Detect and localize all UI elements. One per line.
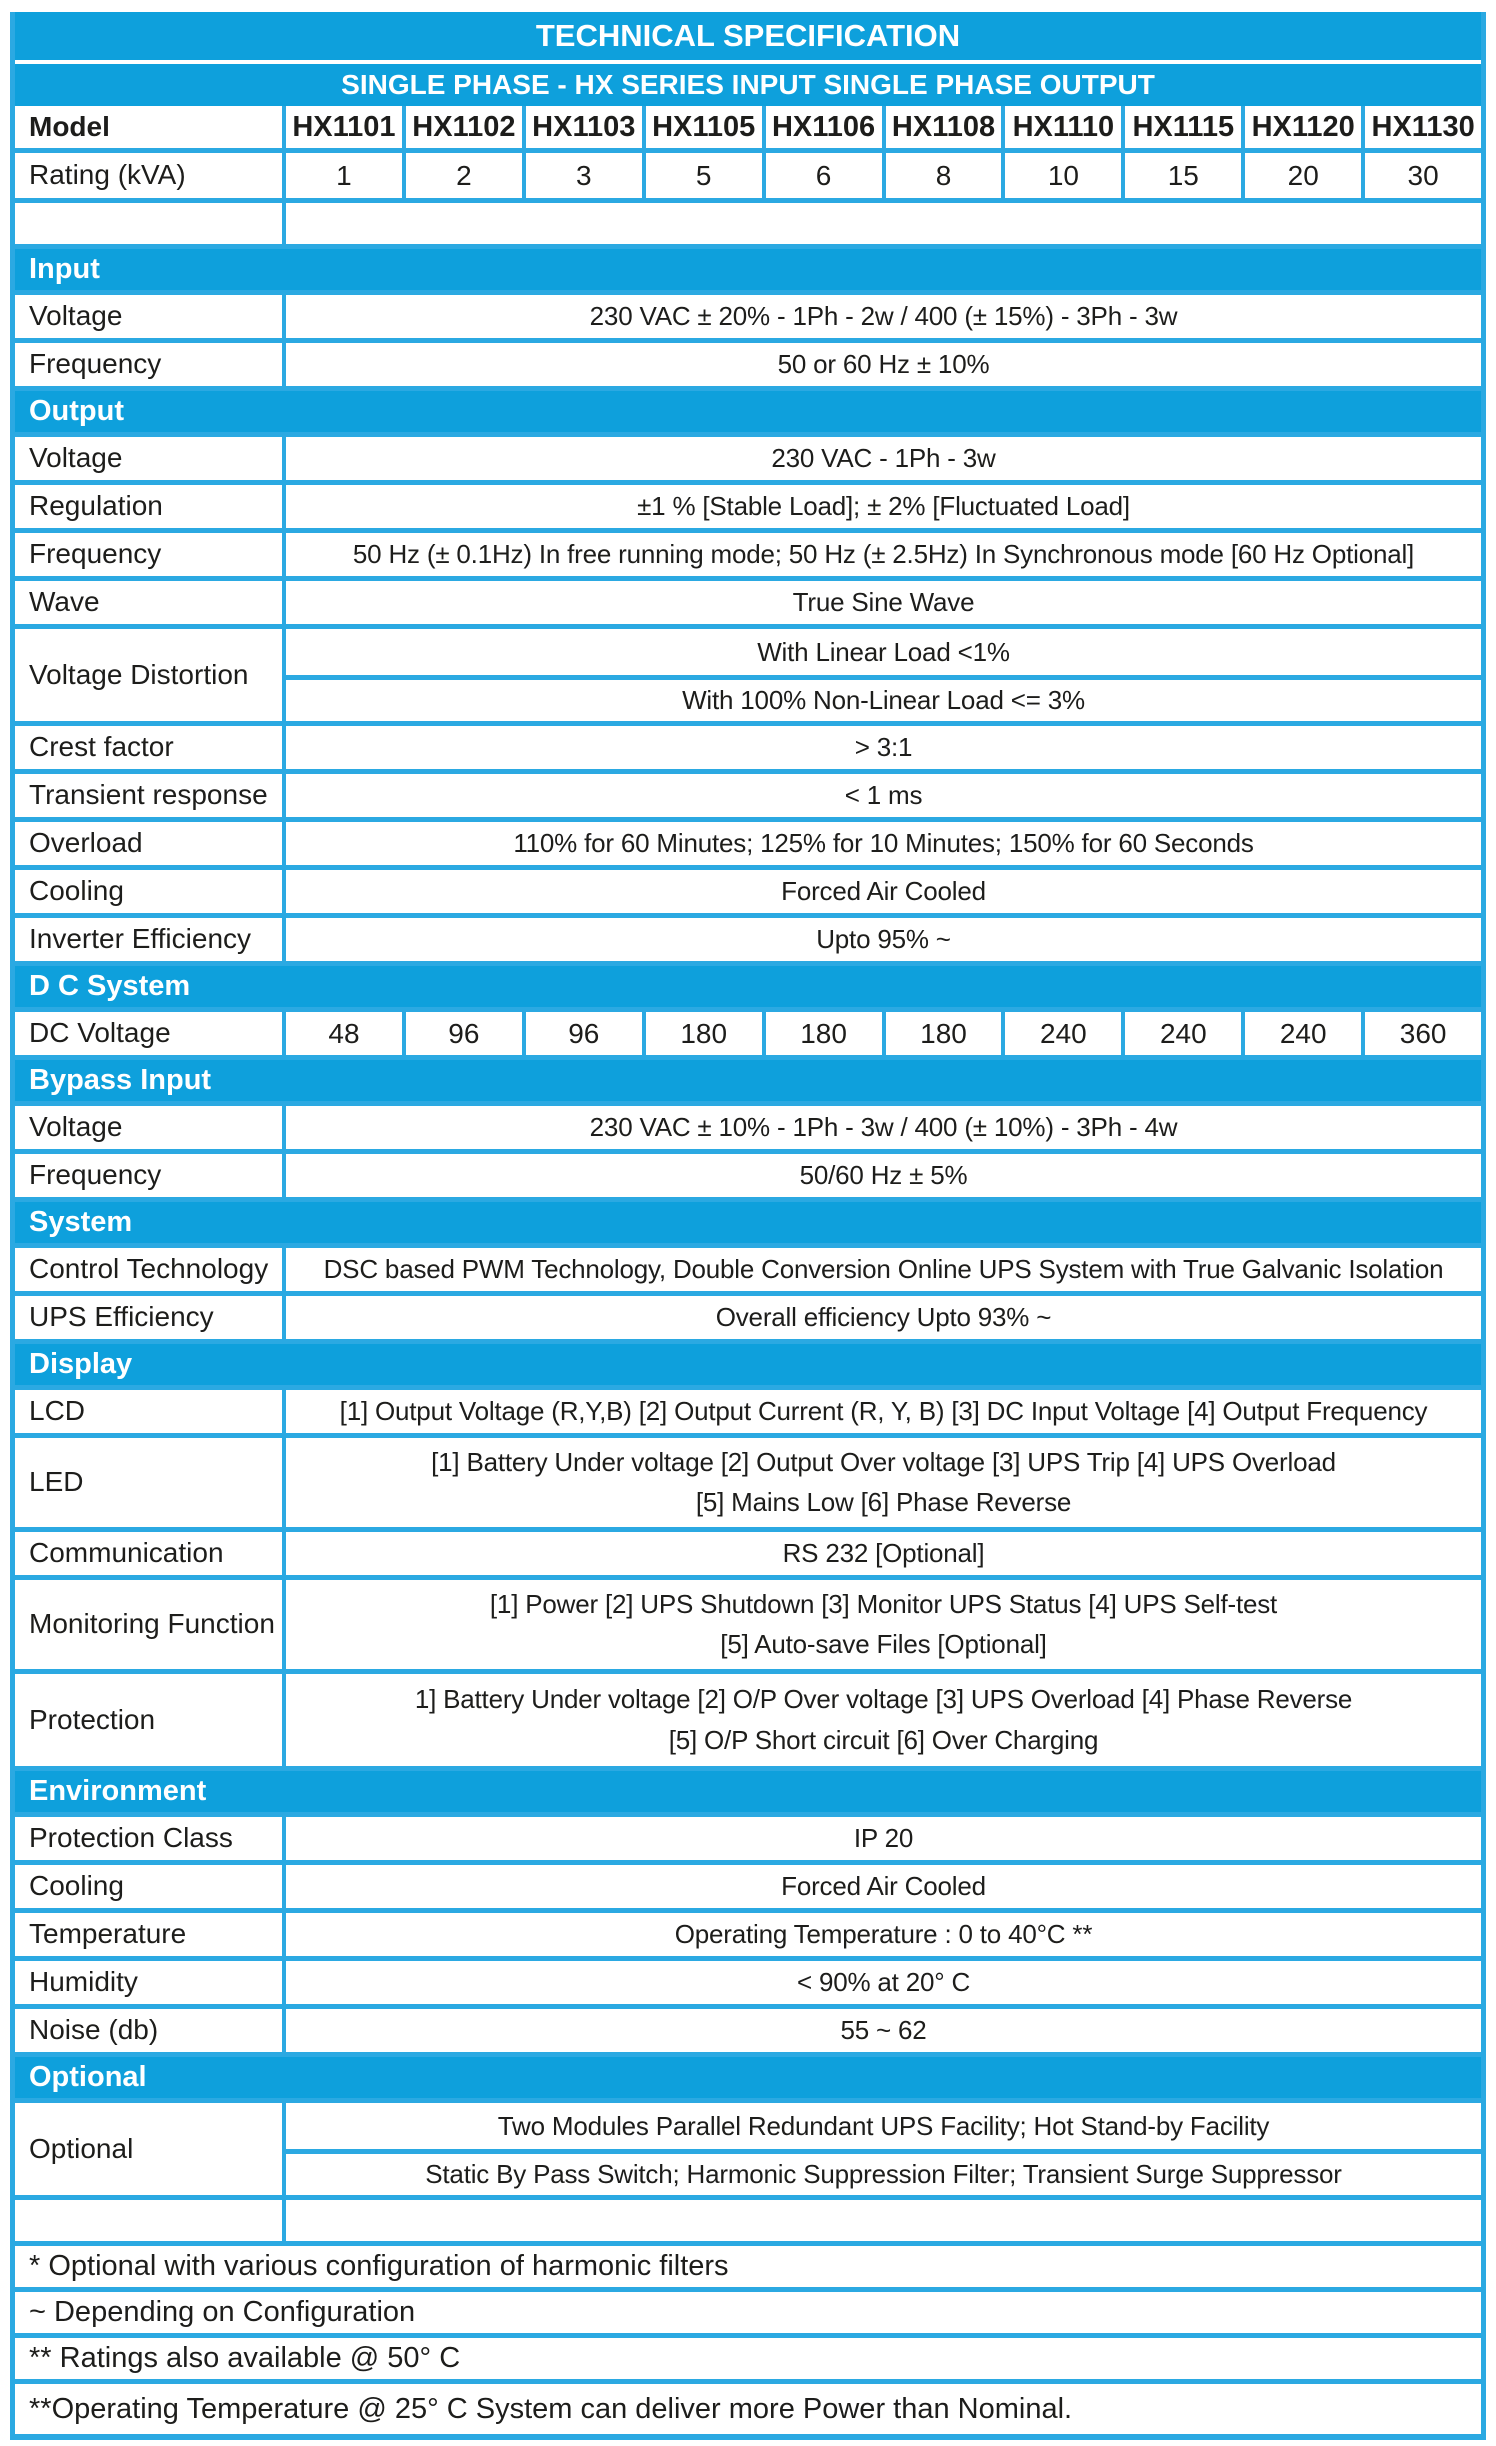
spec-value (282, 1438, 1481, 1527)
spec-row (15, 1580, 1481, 1674)
spec-split-values (282, 2103, 1481, 2195)
row-label: Rating (kVA) (29, 159, 186, 191)
spec-row (15, 2009, 1481, 2057)
spec-row (15, 295, 1481, 343)
spec-value: 230 VAC ± 20% - 1Ph - 2w / 400 (± 15%) - 3Ph - 3w (282, 295, 1481, 338)
spec-split-values (282, 629, 1481, 721)
empty-value (282, 2200, 1481, 2241)
spec-value-line: [5] Mains Low [6] Phase Reverse (695, 1487, 1072, 1517)
row-label: Model (29, 110, 110, 142)
section-header: Environment (15, 1771, 1481, 1817)
spec-label: Overload (29, 827, 143, 859)
spec-table (10, 12, 1486, 2440)
note-row: ~ Depending on Configuration (15, 2292, 1481, 2338)
spec-value: With 100% Non-Linear Load <= 3% (286, 675, 1481, 721)
dc-cell: 240 (1121, 1012, 1241, 1055)
spec-row (15, 822, 1481, 870)
rating-cell: 15 (1121, 153, 1241, 198)
dc-cell: 240 (1241, 1012, 1361, 1055)
spec-row (15, 1674, 1481, 1771)
spec-label: Control Technology (29, 1253, 269, 1285)
spec-value: IP 20 (282, 1817, 1481, 1860)
spec-value-line: 1] Battery Under voltage [2] O/P Over voltage [3] UPS Overload [4] Phase Reverse (414, 1684, 1353, 1714)
spec-label: Regulation (29, 490, 163, 522)
spec-value: 50 Hz (± 0.1Hz) In free running mode; 50 Hz (± 2.5Hz) In Synchronous mode [60 Hz Optional] (282, 533, 1481, 576)
spec-value: Overall efficiency Upto 93% ~ (282, 1296, 1481, 1339)
note-row: * Optional with various configuration of harmonic filters (15, 2246, 1481, 2292)
spec-value: < 1 ms (282, 774, 1481, 817)
empty-label (15, 203, 282, 244)
spec-label: Temperature (29, 1918, 187, 1950)
spec-value: 50/60 Hz ± 5% (282, 1154, 1481, 1197)
spec-value: 230 VAC ± 10% - 1Ph - 3w / 400 (± 10%) - 3Ph - 4w (282, 1106, 1481, 1149)
spec-value: With Linear Load <1% (757, 636, 1010, 667)
rating-cell: 1 (282, 153, 402, 198)
spec-value: True Sine Wave (282, 581, 1481, 624)
spec-label: Transient response (29, 779, 268, 811)
spec-row (15, 485, 1481, 533)
spec-value: RS 232 [Optional] (282, 1532, 1481, 1575)
model-row (15, 106, 1481, 153)
spec-label: Cooling (29, 875, 124, 907)
section-header: Bypass Input (15, 1060, 1481, 1106)
model-cell: HX1103 (522, 106, 642, 148)
spec-row (15, 870, 1481, 918)
spec-label: Wave (29, 586, 100, 618)
spec-value: > 3:1 (282, 726, 1481, 769)
spec-label: Optional (29, 2132, 134, 2164)
rating-cell: 10 (1001, 153, 1121, 198)
dc-row (15, 1012, 1481, 1060)
spec-row-split (15, 629, 1481, 726)
spec-label: Voltage (29, 300, 123, 332)
spec-row (15, 774, 1481, 822)
spec-label: Protection (29, 1703, 156, 1735)
rating-cell: 3 (522, 153, 642, 198)
note-row: ** Ratings also available @ 50° C (15, 2338, 1481, 2384)
spec-value: Forced Air Cooled (282, 870, 1481, 913)
empty-row (15, 2200, 1481, 2246)
spec-value-line: [5] Auto-save Files [Optional] (720, 1629, 1047, 1659)
model-cell: HX1106 (762, 106, 882, 148)
spec-row (15, 1106, 1481, 1154)
spec-row (15, 1154, 1481, 1202)
spec-row (15, 1390, 1481, 1438)
rating-cell: 8 (882, 153, 1002, 198)
spec-label: Frequency (29, 538, 162, 570)
spec-label: LCD (29, 1395, 86, 1427)
rating-cell: 5 (642, 153, 762, 198)
section-header: Optional (15, 2057, 1481, 2103)
dc-cell: 96 (402, 1012, 522, 1055)
empty-value (282, 203, 1481, 244)
table-title: TECHNICAL SPECIFICATION (15, 12, 1481, 64)
rating-cell: 2 (402, 153, 522, 198)
spec-label: Monitoring Function (29, 1608, 275, 1640)
spec-label: Frequency (29, 348, 162, 380)
spec-row (15, 533, 1481, 581)
spec-row (15, 726, 1481, 774)
spec-value (282, 1674, 1481, 1766)
spec-label: Noise (db) (29, 2014, 159, 2046)
rating-cell: 30 (1361, 153, 1481, 198)
spec-value: Operating Temperature : 0 to 40°C ** (282, 1913, 1481, 1956)
spec-value: 55 ~ 62 (282, 2009, 1481, 2052)
dc-cell: 180 (882, 1012, 1002, 1055)
spec-row (15, 1438, 1481, 1532)
dc-cell: 48 (282, 1012, 402, 1055)
spec-value: 50 or 60 Hz ± 10% (282, 343, 1481, 386)
spec-row (15, 1248, 1481, 1296)
note-row: **Operating Temperature @ 25° C System can deliver more Power than Nominal. (15, 2384, 1481, 2434)
spec-label: Protection Class (29, 1822, 233, 1854)
dc-cell: 240 (1001, 1012, 1121, 1055)
spec-label: Humidity (29, 1966, 138, 1998)
rating-cell: 20 (1241, 153, 1361, 198)
dc-cell: 180 (762, 1012, 882, 1055)
model-cell: HX1120 (1241, 106, 1361, 148)
spec-row (15, 1296, 1481, 1344)
spec-value-line: [5] O/P Short circuit [6] Over Charging (668, 1725, 1099, 1755)
table-rows (15, 106, 1481, 2434)
spec-label: Crest factor (29, 731, 174, 763)
model-cell: HX1108 (882, 106, 1002, 148)
spec-row (15, 437, 1481, 485)
spec-label: Voltage (29, 442, 123, 474)
empty-label (15, 2200, 282, 2241)
spec-row (15, 1532, 1481, 1580)
dc-cell: 180 (642, 1012, 762, 1055)
spec-value: DSC based PWM Technology, Double Conversion Online UPS System with True Galvanic Isolation (282, 1248, 1481, 1291)
spec-value: 230 VAC - 1Ph - 3w (282, 437, 1481, 480)
table-subtitle: SINGLE PHASE - HX SERIES INPUT SINGLE PHASE OUTPUT (15, 64, 1481, 106)
spec-value: Static By Pass Switch; Harmonic Suppression Filter; Transient Surge Suppressor (286, 2149, 1481, 2195)
spec-label: Voltage Distortion (29, 658, 249, 690)
spec-label: Cooling (29, 1870, 124, 1902)
spec-label: LED (29, 1466, 84, 1498)
spec-value: ±1 % [Stable Load]; ± 2% [Fluctuated Load] (282, 485, 1481, 528)
spec-label: Inverter Efficiency (29, 923, 252, 955)
spec-label: Communication (29, 1537, 224, 1569)
spec-row (15, 1961, 1481, 2009)
spec-label: Voltage (29, 1111, 123, 1143)
spec-row (15, 1817, 1481, 1865)
spec-row (15, 1865, 1481, 1913)
section-header: Output (15, 391, 1481, 437)
section-header: Input (15, 249, 1481, 295)
model-cell: HX1110 (1001, 106, 1121, 148)
rating-cell: 6 (762, 153, 882, 198)
spec-value (282, 1580, 1481, 1669)
section-header: Display (15, 1344, 1481, 1390)
empty-row (15, 203, 1481, 249)
spec-value: Forced Air Cooled (282, 1865, 1481, 1908)
dc-cell: 96 (522, 1012, 642, 1055)
spec-value-line: [1] Power [2] UPS Shutdown [3] Monitor UPS Status [4] UPS Self-test (489, 1589, 1278, 1619)
spec-value: < 90% at 20° C (282, 1961, 1481, 2004)
spec-row-split (15, 2103, 1481, 2200)
section-header: System (15, 1202, 1481, 1248)
spec-value: 110% for 60 Minutes; 125% for 10 Minutes; 150% for 60 Seconds (282, 822, 1481, 865)
spec-label: UPS Efficiency (29, 1301, 214, 1333)
spec-row (15, 343, 1481, 391)
spec-value-line: [1] Battery Under voltage [2] Output Over voltage [3] UPS Trip [4] UPS Overload (431, 1447, 1336, 1477)
model-cell: HX1115 (1121, 106, 1241, 148)
row-label: DC Voltage (29, 1017, 171, 1049)
spec-row (15, 918, 1481, 966)
model-cell: HX1102 (402, 106, 522, 148)
spec-label: Frequency (29, 1159, 162, 1191)
model-cell: HX1101 (282, 106, 402, 148)
spec-value: Two Modules Parallel Redundant UPS Facility; Hot Stand-by Facility (497, 2110, 1270, 2141)
section-header: D C System (15, 966, 1481, 1012)
model-cell: HX1105 (642, 106, 762, 148)
spec-row (15, 1913, 1481, 1961)
spec-value: [1] Output Voltage (R,Y,B) [2] Output Current (R, Y, B) [3] DC Input Voltage [4] Output Frequency (282, 1390, 1481, 1433)
spec-value: Upto 95% ~ (282, 918, 1481, 961)
dc-cell: 360 (1361, 1012, 1481, 1055)
spec-row (15, 581, 1481, 629)
model-cell: HX1130 (1361, 106, 1481, 148)
rating-row (15, 153, 1481, 203)
